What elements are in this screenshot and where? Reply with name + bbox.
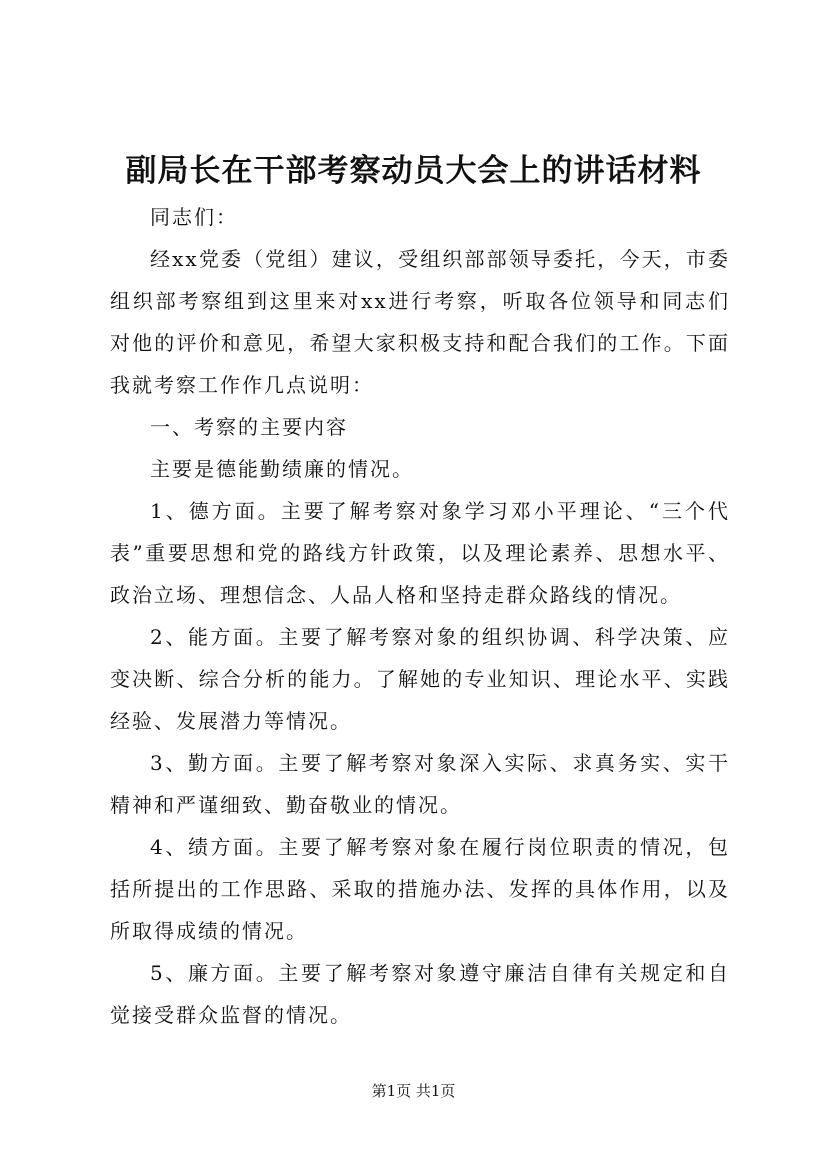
paragraph-item-1: 1、德方面。主要了解考察对象学习邓小平理论、“三个代表”重要思想和党的路线方针政策，以及理论素养、思想水平、政治立场、理想信念、人品人格和坚持走群众路线的情况。	[110, 499, 730, 607]
paragraph-item-5: 5、廉方面。主要了解考察对象遵守廉洁自律有关规定和自觉接受群众监督的情况。	[110, 961, 730, 1027]
paragraph-item-4: 4、绩方面。主要了解考察对象在履行岗位职责的情况，包括所提出的工作思路、采取的措施办法、发挥的具体作用，以及所取得成绩的情况。	[110, 835, 730, 943]
paragraph-intro: 经xx党委（党组）建议，受组织部部领导委托，今天，市委组织部考察组到这里来对xx进行考察，听取各位领导和同志们对他的评价和意见，希望大家积极支持和配合我们的工作。下面我就考察工作作几点说明：	[110, 247, 730, 397]
document-body	[110, 196, 730, 1036]
document-title: 副局长在干部考察动员大会上的讲话材料	[125, 153, 702, 189]
section-heading: 一、考察的主要内容	[150, 415, 348, 439]
paragraph-item-2: 2、能方面。主要了解考察对象的组织协调、科学决策、应变决断、综合分析的能力。了解她的专业知识、理论水平、实践经验、发展潜力等情况。	[110, 625, 730, 733]
paragraph-item-3: 3、勤方面。主要了解考察对象深入实际、求真务实、实干精神和严谨细致、勤奋敬业的情况。	[110, 751, 730, 817]
paragraph-greeting: 同志们：	[150, 205, 238, 229]
paragraph-summary: 主要是德能勤绩廉的情况。	[150, 457, 414, 481]
page-footer: 第1页 共1页	[371, 1082, 456, 1100]
